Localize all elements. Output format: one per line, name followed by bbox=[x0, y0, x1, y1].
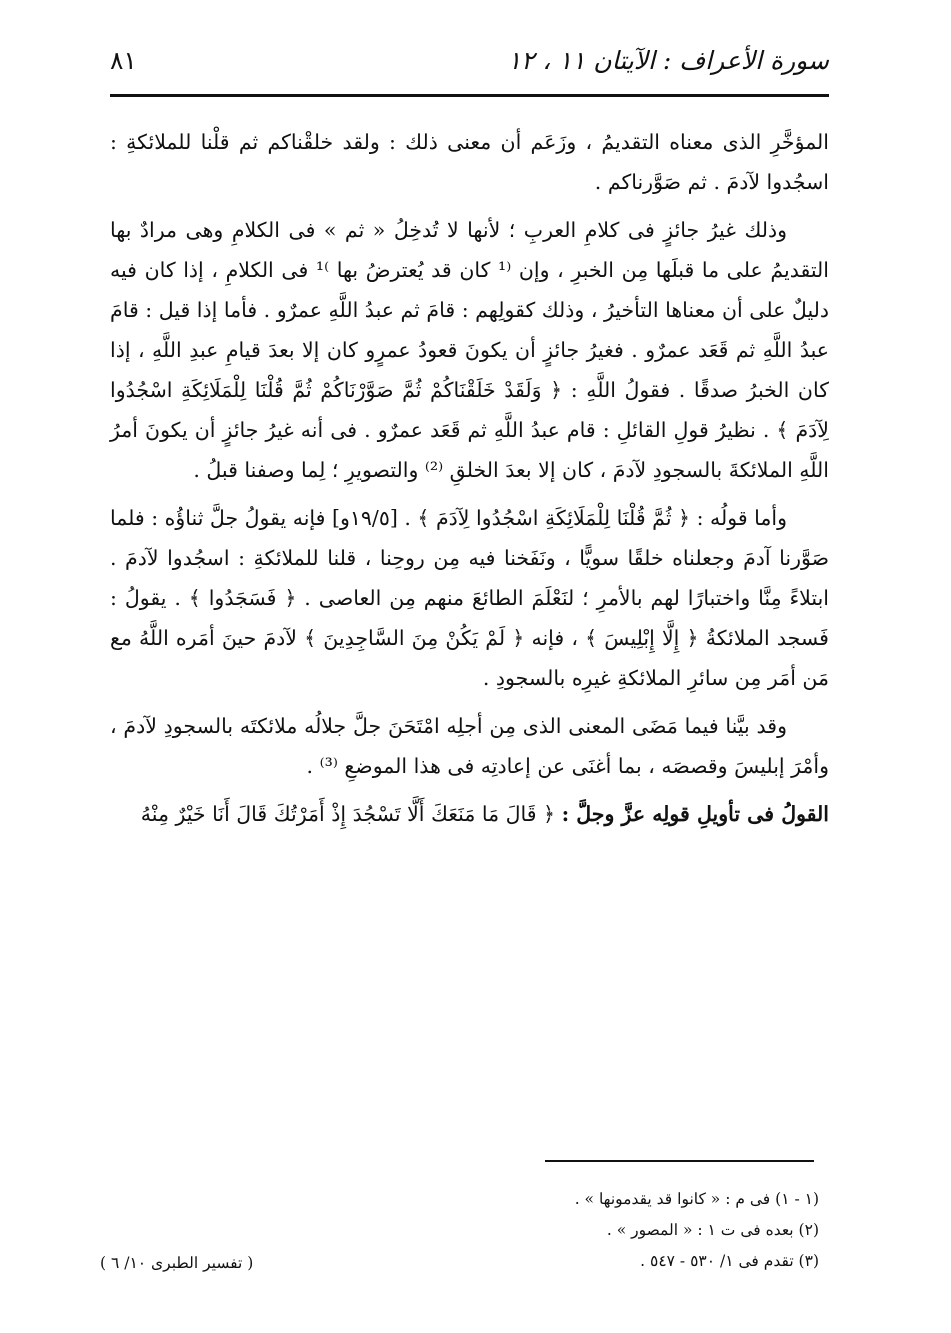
header-title: سورة الأعراف : الآيتان ١١ ، ١٢ bbox=[507, 46, 829, 75]
page-header bbox=[110, 38, 829, 88]
paragraph: المؤخَّرِ الذى معناه التقديمُ ، وزَعَم أن معنى ذلك : ولقد خلقْناكم ثم قلْنا للملائكةِ : اسجُدوا لآدمَ . ثم صَوَّرناكم . bbox=[110, 130, 829, 194]
main-text bbox=[110, 122, 829, 842]
heading-verse: ﴿ قَالَ مَا مَنَعَكَ أَلَّا تَسْجُدَ إِذْ أَمَرْتُكَ قَالَ أَنَا خَيْرٌ مِنْهُ bbox=[140, 802, 556, 826]
footnote: (٣) تقدم فى ١/ ٥٣٠ - ٥٤٧ . bbox=[640, 1252, 819, 1270]
footnote: (٢) بعده فى ت ١ : « المصور » . bbox=[606, 1221, 819, 1239]
footnote: (١ - ١) فى م : « كانوا قد يقدمونها » . bbox=[574, 1190, 819, 1208]
page-number: ٨١ bbox=[110, 46, 137, 75]
footnote-rule bbox=[545, 1160, 814, 1162]
paragraph: وأما قولُه : ﴿ ثُمَّ قُلْنَا لِلْمَلَائِكَةِ اسْجُدُوا لِآدَمَ ﴾ . [١٩/٥و] فإنه يقولُ جلَّ ثناؤُه : فلما صَوَّرنا آدمَ وجعلناه خلقًا سويًّا ، ونَفَخنا فيه مِن روحِنا ، قلنا للملائكةِ : اسجُدوا لآدمَ . ابتلاءً مِنَّا واختبارًا لهم بالأمرِ ؛ لنَعْلَمَ الطائعَ منهم مِن العاصى . ﴿ فَسَجَدُوا ﴾ . يقولُ : فَسجد الملائكةُ ﴿ إِلَّا إِبْلِيسَ ﴾ ، فإنه ﴿ لَمْ يَكُنْ مِنَ السَّاجِدِينَ ﴾ لآدمَ حينَ أمَره اللَّهُ مع مَن أمَر مِن سائرِ الملائكةِ غيرِه بالسجودِ . bbox=[110, 506, 829, 690]
paragraph: وذلك غيرُ جائزٍ فى كلامِ العربِ ؛ لأنها لا تُدخِلُ « ثم » فى الكلامِ وهى مرادٌ بها التقديمُ على ما قبلَها مِن الخبرِ ، وإن ⁽¹ كان قد يُعترضُ بها ⁾¹ فى الكلامِ ، إذا كان فيه دليلٌ على أن معناها التأخيرُ ، وذلك كقولِهم : قامَ ثم عبدُ اللَّهِ عمرٌو . فأما إذا قيل : قامَ عبدُ اللَّهِ ثم قَعَد عمرٌو . فغيرُ جائزٍ أن يكونَ قعودُ عمرٍو كان إلا بعدَ قيامِ عبدِ اللَّهِ ، إذا كان الخبرُ صدقًا . فقولُ اللَّهِ : ﴿ وَلَقَدْ خَلَقْنَاكُمْ ثُمَّ صَوَّرْنَاكُمْ ثُمَّ قُلْنَا لِلْمَلَائِكَةِ اسْجُدُوا لِآدَمَ ﴾ . نظيرُ قولِ القائلِ : قام عبدُ اللَّهِ ثم قَعَد عمرٌو . فى أنه غيرُ جائزٍ أن يكونَ أمرُ اللَّهِ الملائكةَ بالسجودِ لآدمَ ، كان إلا بعدَ الخلقِ ⁽²⁾ والتصويرِ ؛ لِما وصفنا قبلُ . bbox=[110, 218, 829, 482]
section-heading bbox=[110, 794, 829, 834]
paragraph: وقد بيَّنا فيما مَضَى المعنى الذى مِن أجلِه امْتَحَنَ جلَّ جلالُه ملائكتَه بالسجودِ لآدمَ ، وأمْرَ إبليسَ وقصصَه ، بما أغنَى عن إعادتِه فى هذا الموضعِ ⁽³⁾ . bbox=[110, 714, 829, 778]
header-rule bbox=[110, 94, 829, 97]
heading-lead: القولُ فى تأويلِ قولِه عزَّ وجلَّ : bbox=[561, 802, 829, 826]
source-label: ( تفسير الطبرى ١٠/ ٦ ) bbox=[100, 1254, 254, 1272]
